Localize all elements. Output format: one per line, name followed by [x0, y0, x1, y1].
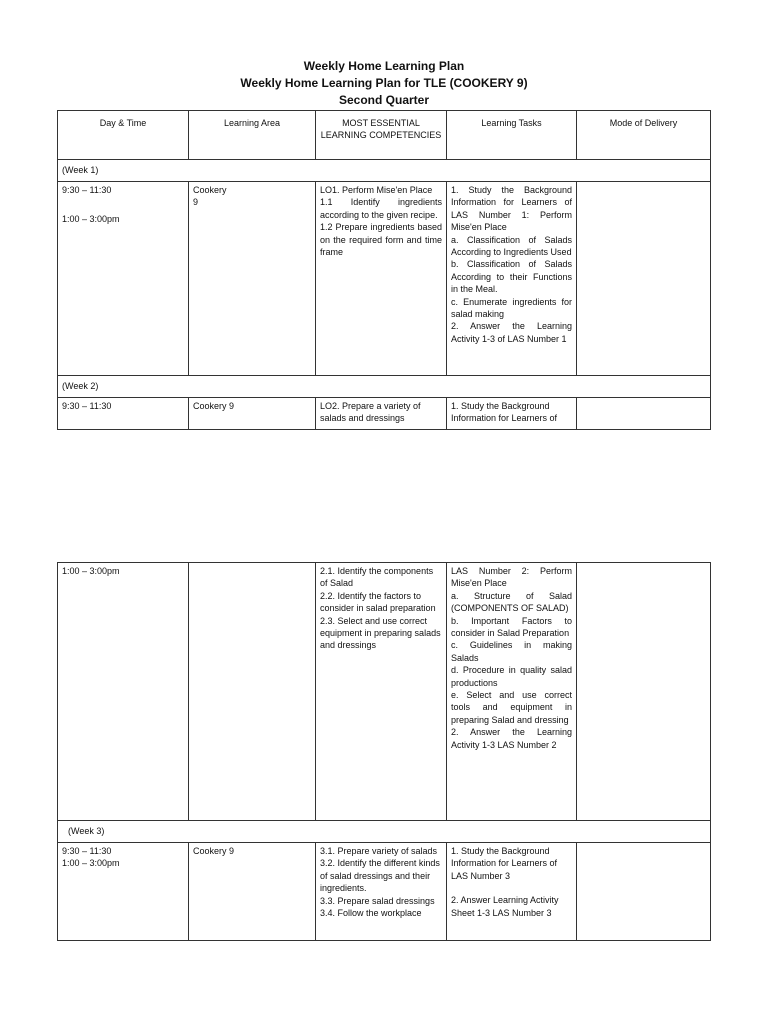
competency-item: 3.3. Prepare salad dressings [320, 895, 435, 906]
table-row [58, 563, 711, 821]
mode-of-delivery-cell [577, 182, 711, 376]
day-time-cell [58, 182, 189, 376]
week-label: (Week 1) [58, 160, 711, 182]
header-learning-tasks: Learning Tasks [447, 111, 577, 160]
competency-item: 3.1. Prepare variety of salads [320, 846, 438, 856]
task-item: LAS Number 2: Perform Mise'en Place [451, 566, 572, 589]
mode-of-delivery-cell [577, 563, 711, 821]
day-time-cell [58, 843, 189, 941]
task-item: 2. Answer the Learning Activity 1-3 of LAS Number 1 [451, 321, 572, 344]
week-label: (Week 2) [58, 376, 711, 398]
tasks-cell [447, 563, 577, 821]
title-line-3: Second Quarter [338, 93, 430, 107]
learning-area: Cookery [193, 185, 227, 195]
learning-area-cell: Cookery 9 [189, 398, 316, 430]
header-mode-of-delivery: Mode of Delivery [577, 111, 711, 160]
week-row [58, 821, 711, 843]
task-item: a. Classification of Salads According to Ingredients Used [451, 234, 572, 258]
task-item: 1. Study the Background Information for Learners of LAS Number 3 [451, 846, 558, 881]
competencies-cell [316, 843, 447, 941]
week-row [58, 160, 711, 182]
week-row [58, 376, 711, 398]
competency-item: 2.2. Identify the factors to consider in salad preparation [320, 590, 436, 614]
task-item: d. Procedure in quality salad productions [451, 665, 572, 688]
header-learning-area: Learning Area [189, 111, 316, 160]
day-time-cell: 1:00 – 3:00pm [58, 563, 189, 821]
day-time-cell: 9:30 – 11:30 [58, 398, 189, 430]
task-item: b. Classification of Salads According to their Functions in the Meal. [451, 259, 572, 295]
competency-item: 3.4. Follow the workplace [320, 908, 422, 919]
competency-item: LO1. Perform Mise'en Place [320, 185, 433, 195]
table-header-row [58, 111, 711, 160]
tasks-cell: 1. Study the Background Information for Learners of [447, 398, 577, 430]
competencies-cell [316, 182, 447, 376]
time-slot: 1:00 – 3:00pm [62, 214, 120, 225]
tasks-cell [447, 843, 577, 941]
table-row [58, 843, 711, 941]
task-item: c. Enumerate ingredients for salad making [451, 296, 572, 320]
competency-item: 3.2. Identify the different kinds of salad dressings and their ingredients. [320, 858, 440, 894]
time-slot: 1:00 – 3:00pm [62, 858, 120, 869]
competency-item: 2.1. Identify the components of Salad [320, 566, 434, 589]
task-item: 1. Study the Background Information for Learners of LAS Number 1: Perform Mise'en Place [451, 185, 572, 233]
learning-area-cell [189, 563, 316, 821]
task-item: e. Select and use correct tools and equipment in preparing Salad and dressing [451, 690, 572, 725]
header-competencies: MOST ESSENTIAL LEARNING COMPETENCIES [316, 111, 447, 160]
table-row [58, 398, 711, 430]
task-item: 2. Answer the Learning Activity 1-3 LAS Number 2 [451, 727, 572, 750]
header-day-time: Day & Time [58, 111, 189, 160]
competency-item: 1.2 Prepare ingredients based on the required form and time frame [320, 222, 442, 258]
document-title-block [0, 58, 768, 109]
task-item: 2. Answer Learning Activity Sheet 1-3 LAS Number 3 [451, 895, 559, 918]
table-row [58, 182, 711, 376]
title-line-1: Weekly Home Learning Plan [303, 59, 465, 73]
learning-area-cell [189, 182, 316, 376]
learning-area-grade: 9 [193, 197, 199, 208]
learning-plan-table-top [57, 110, 711, 430]
time-slot: 9:30 – 11:30 [62, 185, 112, 195]
week-label: (Week 3) [58, 821, 711, 843]
competency-item: 2.3. Select and use correct equipment in preparing salads and dressings [320, 615, 441, 651]
task-item: c. Guidelines in making Salads [451, 640, 572, 663]
learning-area-cell: Cookery 9 [189, 843, 316, 941]
title-line-2: Weekly Home Learning Plan for TLE (COOKERY 9) [240, 76, 528, 90]
learning-plan-table-bottom [57, 562, 711, 941]
mode-of-delivery-cell [577, 843, 711, 941]
tasks-cell [447, 182, 577, 376]
mode-of-delivery-cell [577, 398, 711, 430]
task-item: b. Important Factors to consider in Salad Preparation [451, 615, 572, 639]
competencies-cell [316, 563, 447, 821]
task-item: a. Structure of Salad (COMPONENTS OF SALAD) [451, 590, 572, 614]
competency-item: 1.1 Identify ingredients according to the given recipe. [320, 197, 442, 220]
competencies-cell: LO2. Prepare a variety of salads and dressings [316, 398, 447, 430]
time-slot: 9:30 – 11:30 [62, 846, 112, 856]
